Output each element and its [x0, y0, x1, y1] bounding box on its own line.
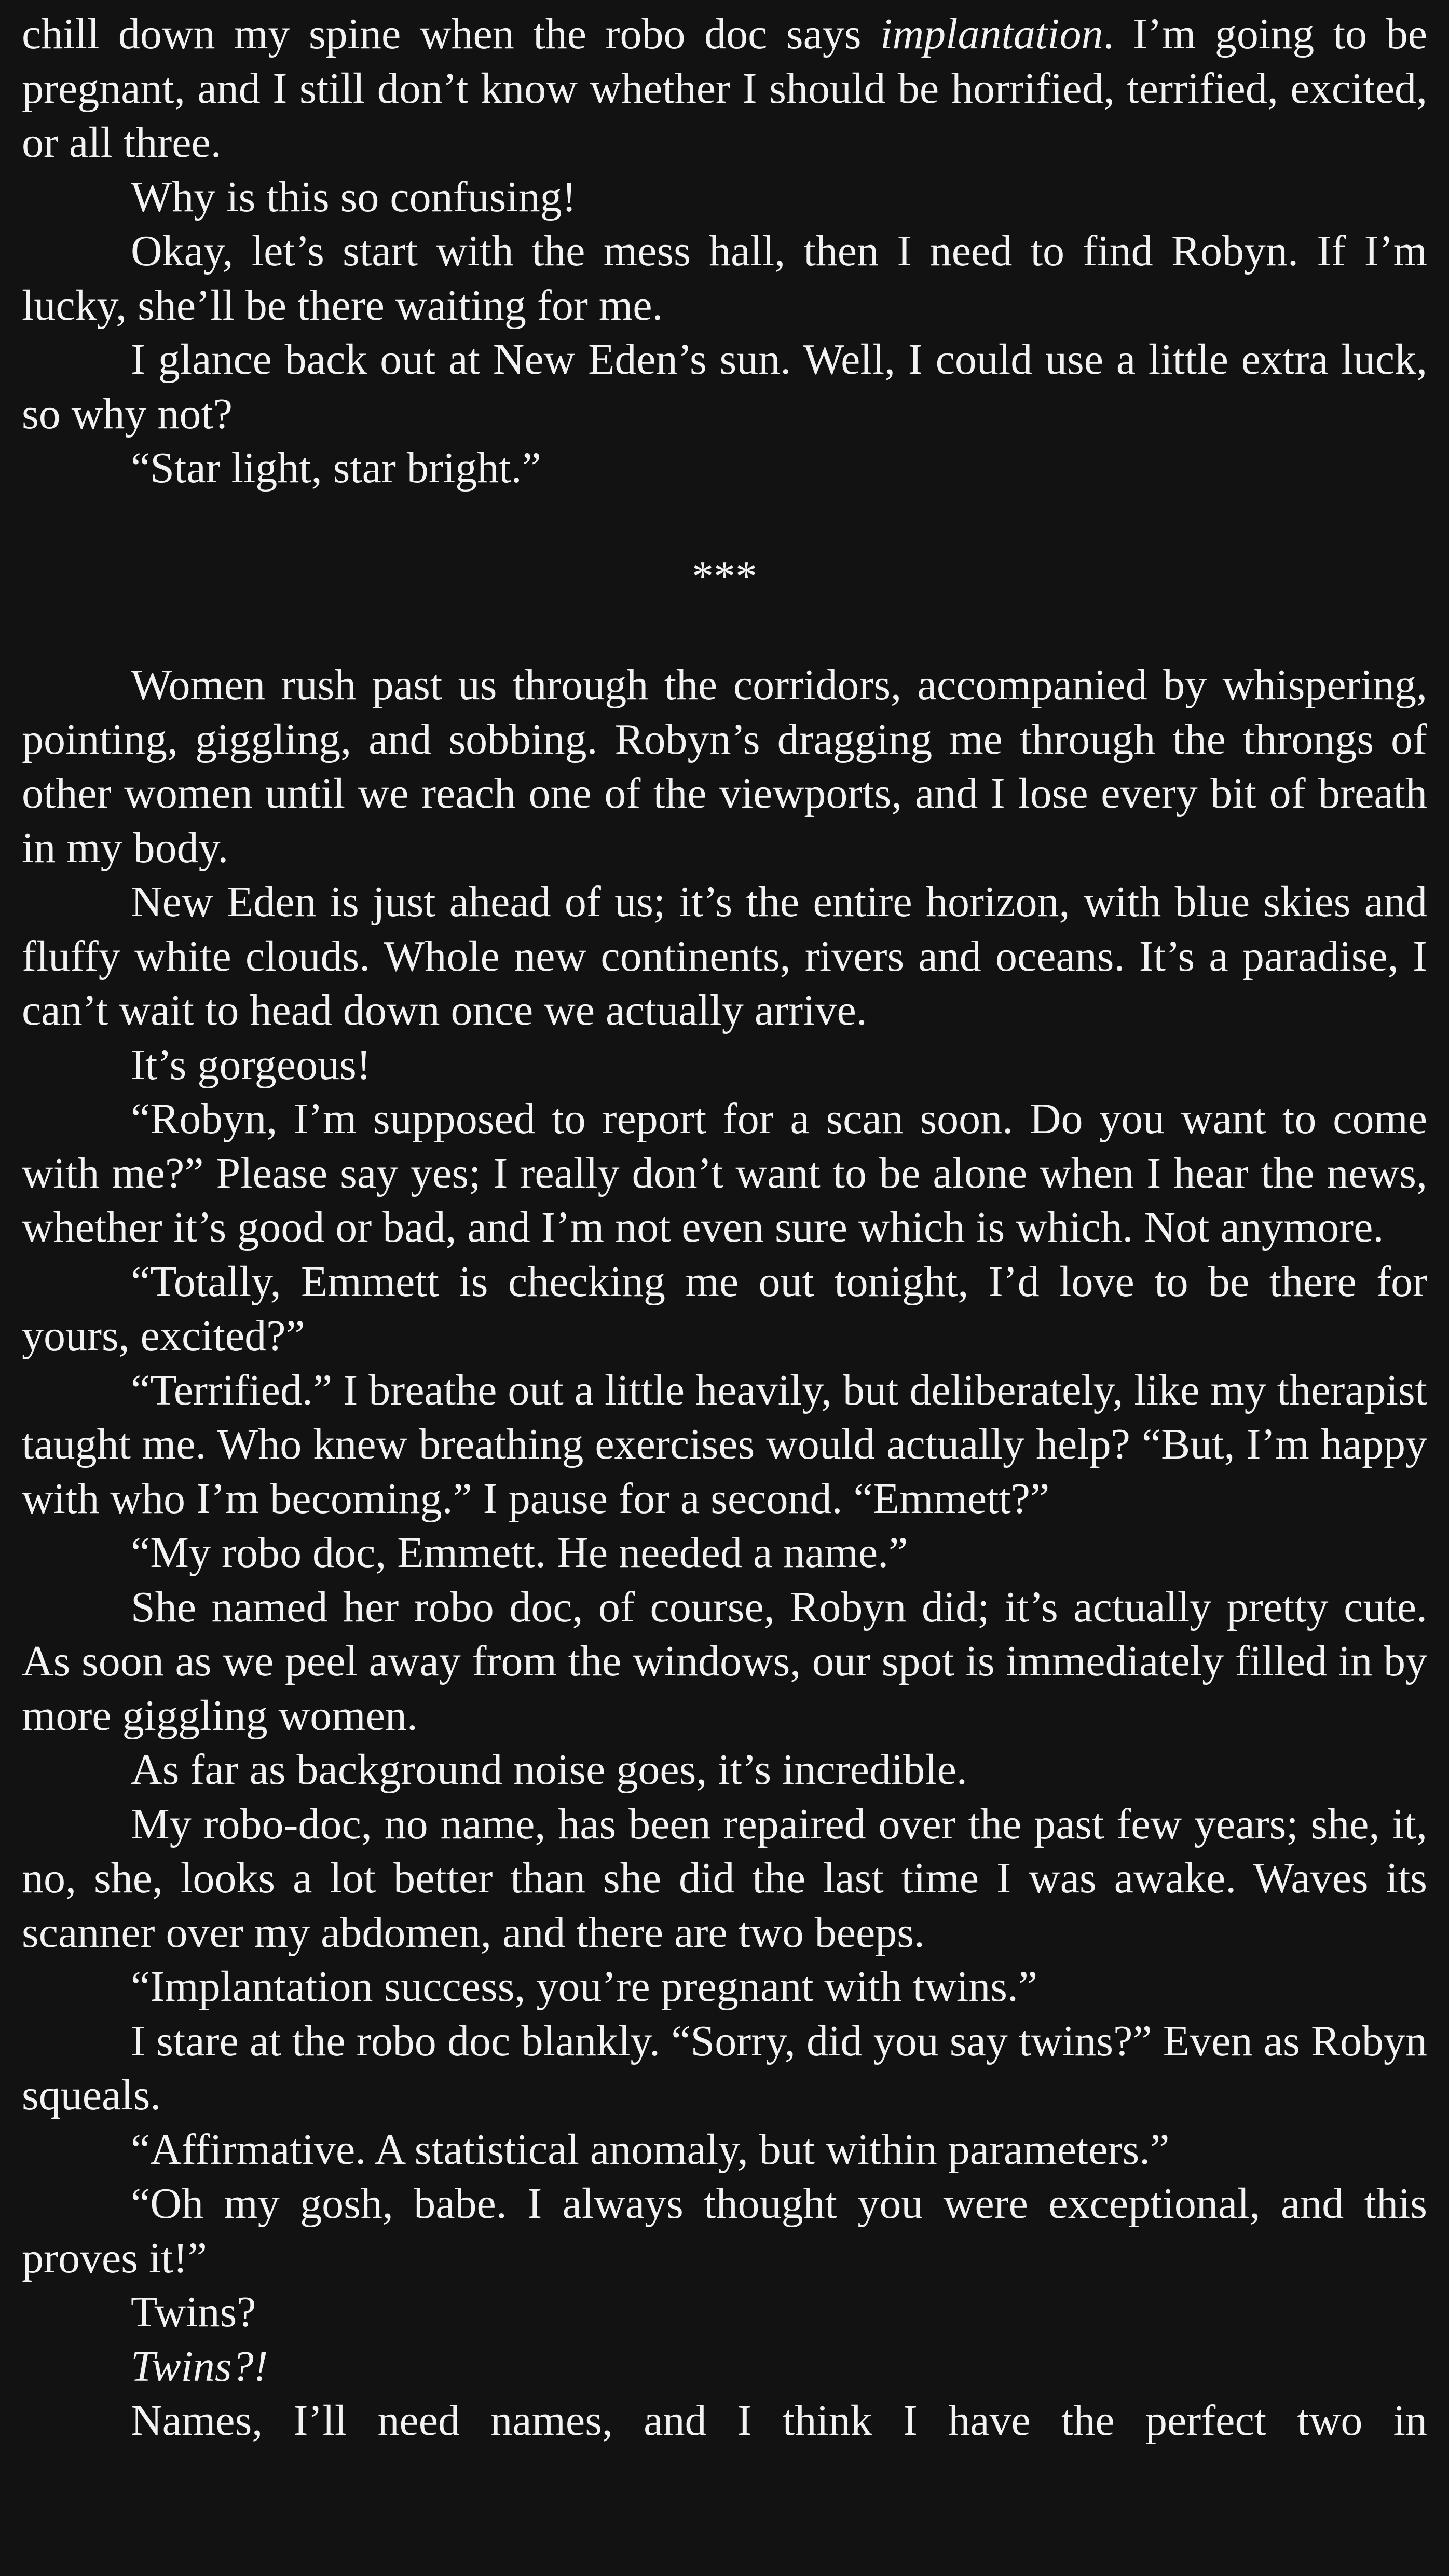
text-segment: . I’m going to be pregnant, and I still don’t know whether I should be horrified, terrified, excited, or all three. — [22, 10, 1428, 167]
text-segment: Why is this so confusing! — [131, 172, 577, 221]
text-segment: Okay, let’s start with the mess hall, then I need to find Robyn. If I’m lucky, she’ll be there waiting for me. — [22, 227, 1427, 330]
paragraph — [22, 1960, 1427, 2014]
paragraph — [22, 1580, 1427, 1743]
text-segment: I stare at the robo doc blankly. “Sorry, did you say twins?” Even as Robyn squeals. — [22, 2016, 1427, 2119]
paragraph — [22, 1526, 1427, 1580]
paragraph — [22, 1038, 1427, 1093]
paragraph — [22, 224, 1427, 333]
paragraph — [22, 1255, 1427, 1364]
paragraph — [22, 1092, 1427, 1255]
text-segment: Women rush past us through the corridors, accompanied by whispering, pointing, giggling, and sobbing. Robyn’s dragging me through the throngs of other women until we reach one of the viewports, and I lose every bit of breath in my body. — [22, 661, 1427, 872]
paragraph — [22, 2285, 1427, 2340]
text-segment: My robo-doc, no name, has been repaired over the past few years; she, it, no, she, looks a lot better than she did the last time I was awake. Waves its scanner over my abdomen, and there are two beeps. — [22, 1800, 1427, 1957]
book-page — [22, 7, 1427, 2448]
scene-break: *** — [692, 552, 757, 601]
text-segment: “Implantation success, you’re pregnant with twins.” — [131, 1962, 1038, 2011]
paragraph — [22, 2123, 1427, 2177]
text-segment: Names, I’ll need names, and I think I have the perfect two in — [131, 2396, 1427, 2445]
text-segment: It’s gorgeous! — [131, 1040, 371, 1089]
italic-text: implantation — [880, 10, 1103, 58]
text-segment: “Star light, star bright.” — [131, 444, 541, 492]
text-segment: “Oh my gosh, babe. I always thought you were exceptional, and this proves it!” — [22, 2179, 1427, 2282]
paragraph — [22, 1364, 1427, 1526]
paragraph — [22, 2014, 1427, 2123]
text-segment: “Robyn, I’m supposed to report for a scan soon. Do you want to come with me?” Please say yes; I really don’t want to be alone when I hear the news, whether it’s good or bad, and I’m not even sure which is which. Not anymore. — [22, 1095, 1427, 1251]
text-segment: New Eden is just ahead of us; it’s the entire horizon, with blue skies and fluffy white clouds. Whole new continents, rivers and oceans. It’s a paradise, I can’t wait to head down once we actually arrive. — [22, 878, 1427, 1034]
text-segment: I glance back out at New Eden’s sun. Well, I could use a little extra luck, so why not? — [22, 335, 1427, 438]
text-segment: As far as background noise goes, it’s incredible. — [131, 1746, 967, 1794]
text-segment: chill down my spine when the robo doc says — [22, 10, 881, 58]
text-segment: Twins? — [131, 2288, 256, 2336]
paragraph — [22, 1743, 1427, 1797]
paragraph — [22, 7, 1427, 170]
text-segment: She named her robo doc, of course, Robyn did; it’s actually pretty cute. As soon as we peel away from the windows, our spot is immediately filled in by more giggling women. — [22, 1583, 1427, 1740]
paragraph — [22, 2340, 1427, 2394]
text-segment: “Affirmative. A statistical anomaly, but within parameters.” — [131, 2125, 1170, 2174]
paragraph — [22, 333, 1427, 441]
text-segment: “My robo doc, Emmett. He needed a name.” — [131, 1529, 908, 1577]
paragraph — [22, 170, 1427, 225]
text-segment: “Totally, Emmett is checking me out tonight, I’d love to be there for yours, excited?” — [22, 1257, 1427, 1360]
paragraph — [22, 2177, 1427, 2285]
blank-line — [22, 604, 1427, 659]
italic-text: Twins?! — [131, 2342, 268, 2391]
paragraph — [22, 2394, 1427, 2448]
text-segment: “Terrified.” I breathe out a little heavily, but deliberately, like my therapist taught me. Who knew breathing exercises would actually help? “But, I’m happy with who I’m becoming.” I pause for a second. “Emmett?” — [22, 1366, 1427, 1523]
paragraph — [22, 1797, 1427, 1960]
paragraph — [22, 658, 1427, 875]
paragraph — [22, 441, 1427, 496]
blank-line — [22, 496, 1427, 550]
paragraph — [22, 875, 1427, 1038]
